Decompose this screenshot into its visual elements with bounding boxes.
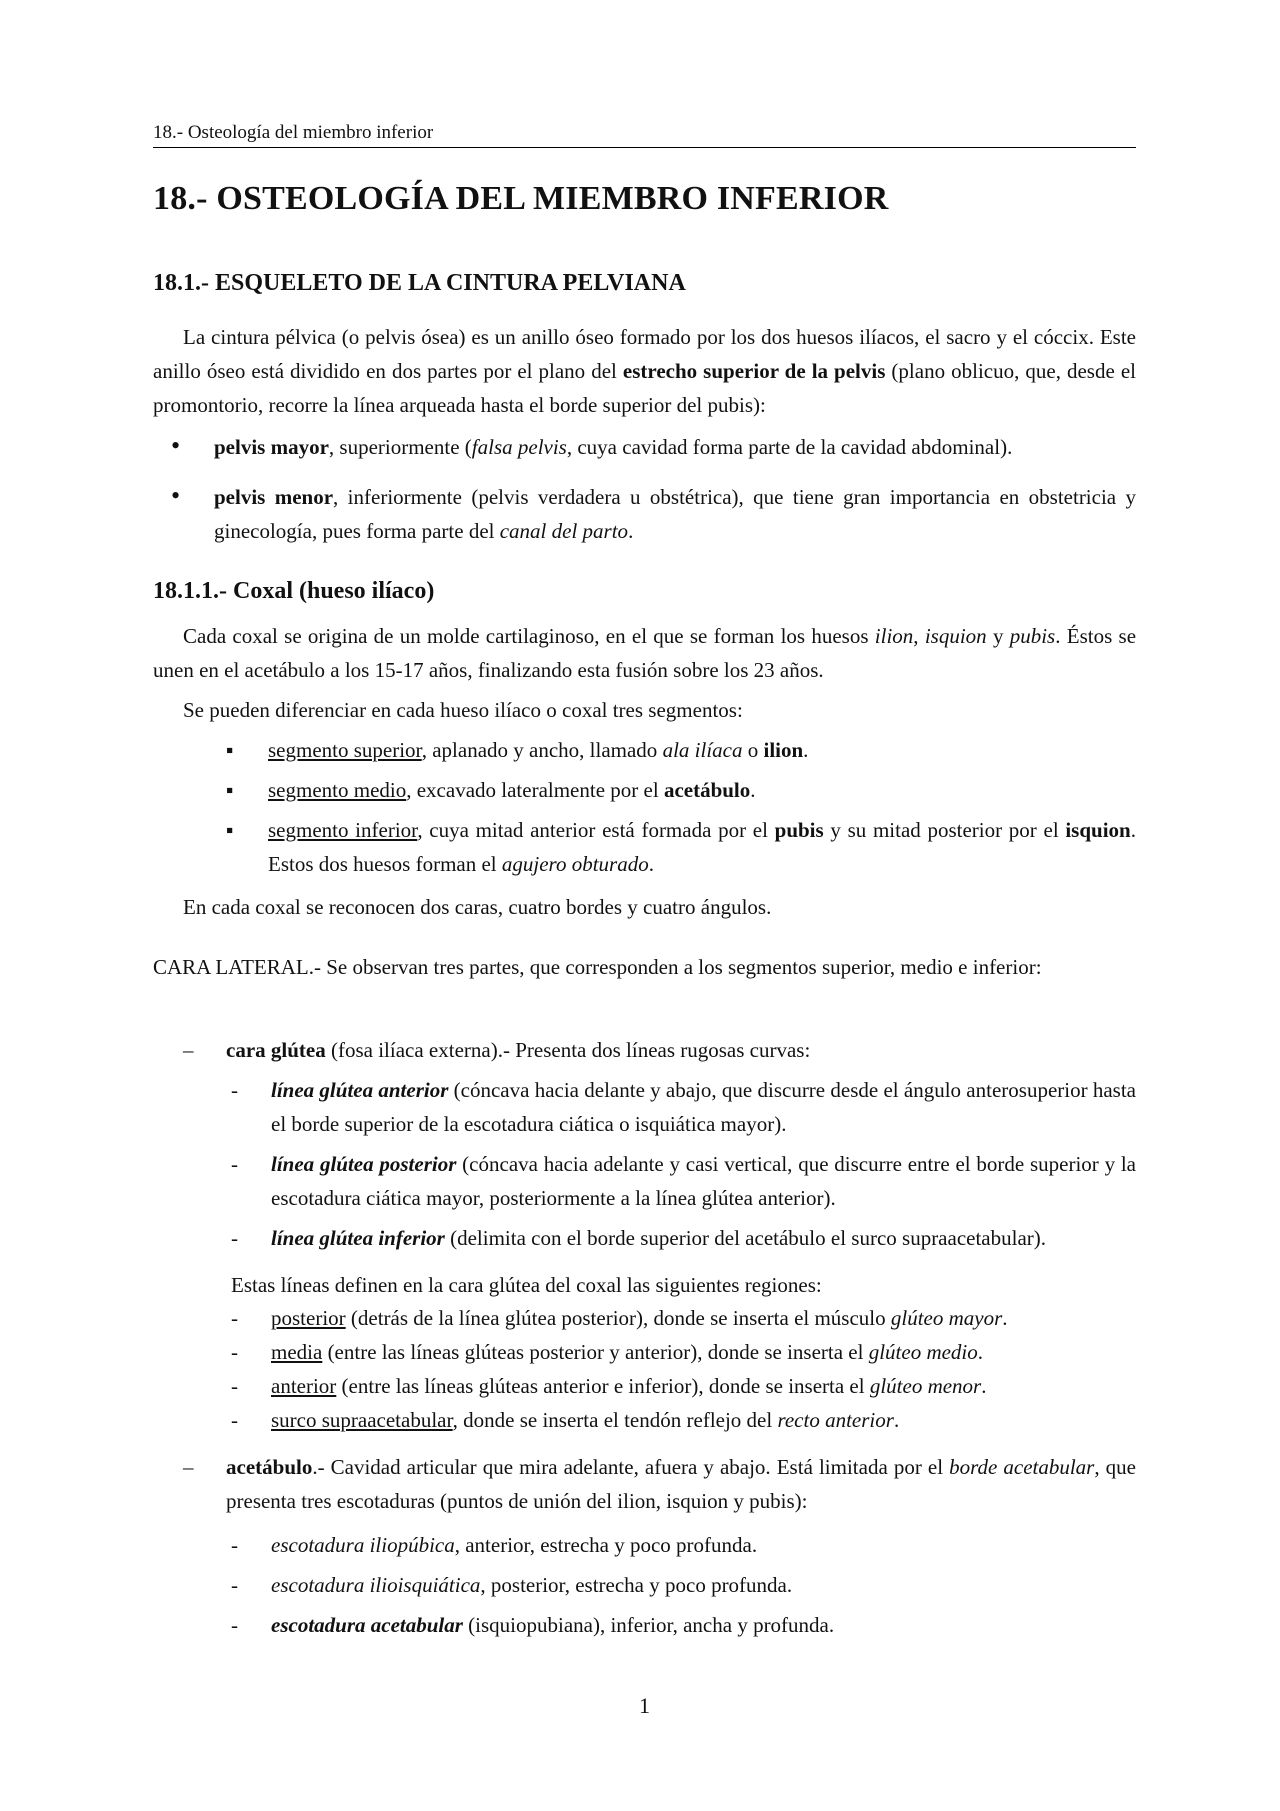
square-bullet-icon: ▪ — [226, 738, 234, 762]
list-item-region-anterior: anterior (entre las líneas glúteas anterior e inferior), donde se inserta el glúteo menor. — [271, 1374, 987, 1398]
bullet-icon: • — [171, 481, 181, 510]
list-item-linea-glutea-anterior: línea glútea anterior (cóncava hacia delante y abajo, que discurre desde el ángulo anterosuperior hasta el borde superior de la escotadura ciática o isquiática mayor). — [271, 1078, 1136, 1136]
dash-marker: - — [231, 1078, 238, 1102]
list-item-escotadura-acetabular: escotadura acetabular (isquiopubiana), inferior, ancha y profunda. — [271, 1613, 835, 1637]
bullet-icon: • — [171, 431, 181, 460]
list-item-region-media: media (entre las líneas glúteas posterior y anterior), donde se inserta el glúteo medio. — [271, 1340, 984, 1364]
paragraph-regions-intro: Estas líneas definen en la cara glútea del coxal las siguientes regiones: — [231, 1273, 822, 1297]
subsection-heading-coxal: 18.1.1.- Coxal (hueso ilíaco) — [153, 578, 435, 604]
list-item-segmento-medio: segmento medio, excavado lateralmente por el acetábulo. — [268, 778, 756, 802]
paragraph-coxal-origin: Cada coxal se origina de un molde cartilaginoso, en el que se forman los huesos ilion, isquion y pubis. Éstos se unen en el acetábulo a los 15-17 años, finalizando esta fusión sobre los 23 años. — [153, 624, 1137, 682]
list-item-escotadura-iliopubica: escotadura iliopúbica, anterior, estrecha y poco profunda. — [271, 1533, 758, 1557]
dash-marker: - — [231, 1306, 238, 1330]
list-item-pelvis-menor: pelvis menor, inferiormente (pelvis verdadera u obstétrica), que tiene gran importancia en obstetricia y ginecología, pues forma parte del canal del parto. — [214, 485, 1137, 543]
list-item-region-surco: surco supraacetabular, donde se inserta el tendón reflejo del recto anterior. — [271, 1408, 900, 1432]
running-header: 18.- Osteología del miembro inferior — [153, 122, 1136, 148]
dash-marker: - — [231, 1152, 238, 1176]
dash-marker: - — [231, 1374, 238, 1398]
paragraph-caras-bordes: En cada coxal se reconocen dos caras, cuatro bordes y cuatro ángulos. — [183, 895, 772, 919]
list-item-linea-glutea-posterior: línea glútea posterior (cóncava hacia adelante y casi vertical, que discurre entre el borde superior y la escotadura ciática mayor, posteriormente a la línea glútea anterior). — [271, 1152, 1136, 1210]
list-item-acetabulo: acetábulo.- Cavidad articular que mira adelante, afuera y abajo. Está limitada por el borde acetabular, que presenta tres escotaduras (puntos de unión del ilion, isquion y pubis): — [226, 1455, 1136, 1513]
paragraph-segments-intro: Se pueden diferenciar en cada hueso ilíaco o coxal tres segmentos: — [183, 698, 743, 722]
paragraph-intro: La cintura pélvica (o pelvis ósea) es un anillo óseo formado por los dos huesos ilíacos, el sacro y el cóccix. Este anillo óseo está dividido en dos partes por el plano del estrecho superior de la pelvis (plano oblicuo, que, desde el promontorio, recorre la línea arqueada hasta el borde superior del pubis): — [153, 325, 1136, 417]
dash-marker: – — [183, 1455, 194, 1479]
list-item-region-posterior: posterior (detrás de la línea glútea posterior), donde se inserta el músculo glúteo mayor. — [271, 1306, 1008, 1330]
list-item-segmento-superior: segmento superior, aplanado y ancho, llamado ala ilíaca o ilion. — [268, 738, 809, 762]
square-bullet-icon: ▪ — [226, 818, 234, 842]
list-item-escotadura-ilioisquiatica: escotadura ilioisquiática, posterior, estrecha y poco profunda. — [271, 1573, 793, 1597]
dash-marker: - — [231, 1613, 238, 1637]
dash-marker: - — [231, 1573, 238, 1597]
list-item-cara-glutea: cara glútea (fosa ilíaca externa).- Presenta dos líneas rugosas curvas: — [226, 1038, 811, 1062]
dash-marker: - — [231, 1226, 238, 1250]
dash-marker: - — [231, 1340, 238, 1364]
page-number: 1 — [639, 1693, 650, 1718]
square-bullet-icon: ▪ — [226, 778, 234, 802]
list-item-segmento-inferior: segmento inferior, cuya mitad anterior está formada por el pubis y su mitad posterior por el isquion. Estos dos huesos forman el agujero obturado. — [268, 818, 1136, 876]
dash-marker: – — [183, 1038, 194, 1062]
dash-marker: - — [231, 1533, 238, 1557]
list-item-pelvis-mayor: pelvis mayor, superiormente (falsa pelvis, cuya cavidad forma parte de la cavidad abdominal). — [214, 435, 1013, 459]
section-heading-cintura: 18.1.- ESQUELETO DE LA CINTURA PELVIANA — [153, 270, 686, 296]
page-title: 18.- OSTEOLOGÍA DEL MIEMBRO INFERIOR — [153, 180, 889, 217]
dash-marker: - — [231, 1408, 238, 1432]
list-item-linea-glutea-inferior: línea glútea inferior (delimita con el borde superior del acetábulo el surco supraacetabular). — [271, 1226, 1047, 1250]
paragraph-cara-lateral: CARA LATERAL.- Se observan tres partes, que corresponden a los segmentos superior, medio e inferior: — [153, 955, 1042, 979]
